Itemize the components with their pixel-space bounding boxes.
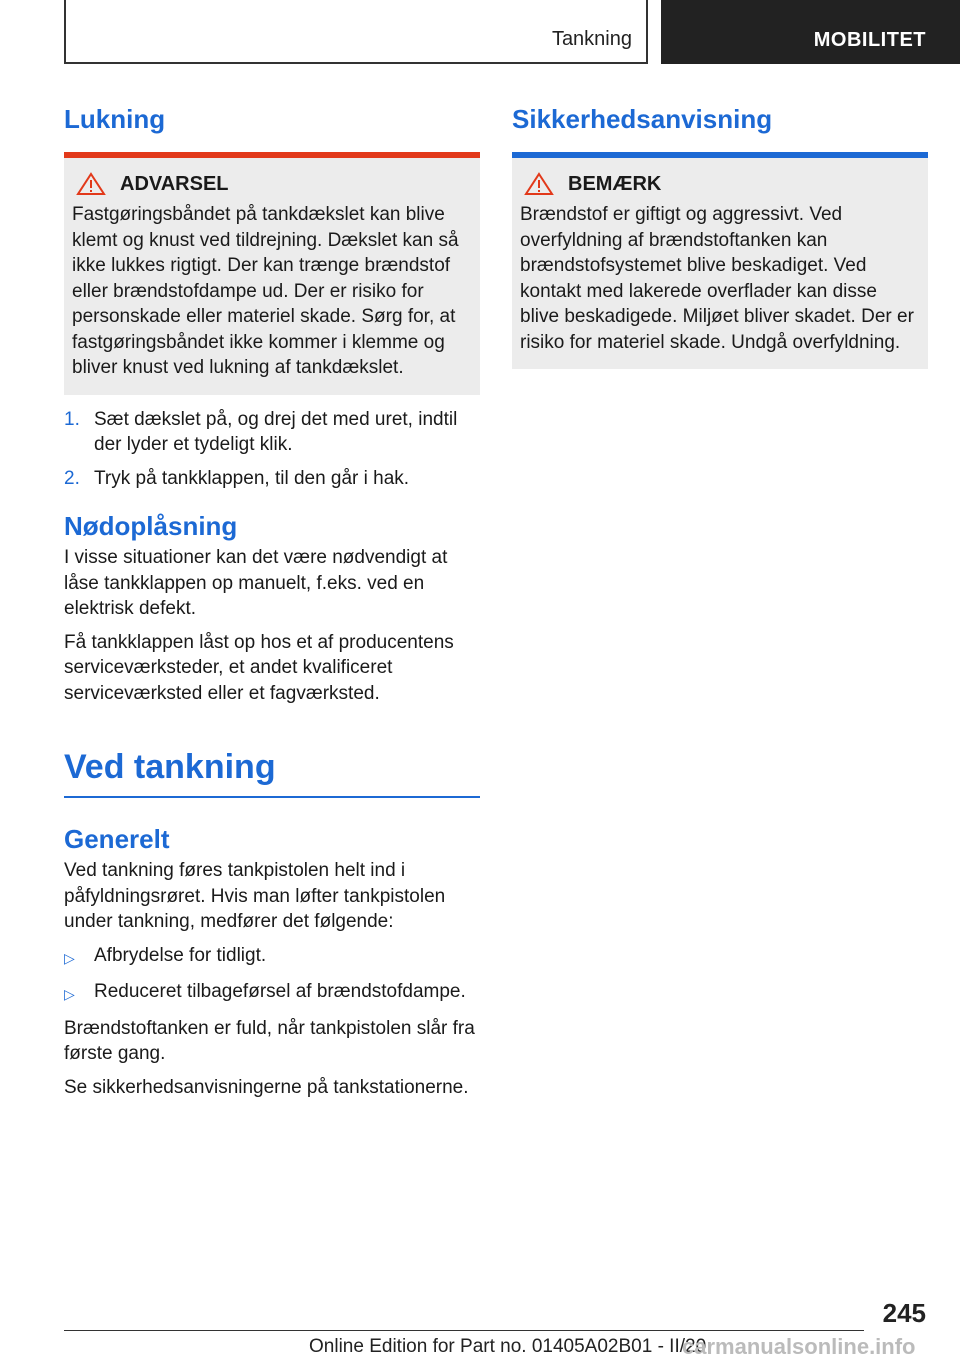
section-label: Tankning (551, 28, 632, 50)
heading-underline (64, 796, 480, 798)
triangle-bullet-icon: ▷ (64, 986, 75, 1002)
bullet-text: Afbrydelse for tidligt. (94, 944, 267, 966)
list-item (64, 466, 480, 492)
warning-label: ADVARSEL (120, 172, 229, 195)
heading-generelt: Generelt (64, 824, 170, 854)
step-text: Sæt dækslet på, og drej det med uret, indtil der lyder et tydeligt klik. (94, 408, 458, 455)
footer-watermark: carmanualsonline.info (682, 1334, 916, 1359)
step-text: Tryk på tankklappen, til den går i hak. (94, 467, 410, 489)
list-item (64, 979, 480, 1008)
list-item (64, 943, 480, 972)
heading-lukning: Lukning (64, 104, 166, 134)
bullet-list (64, 943, 480, 1008)
footer-divider (64, 1330, 864, 1331)
chapter-tab-label: MOBILITET (813, 29, 926, 51)
list-item (64, 407, 480, 458)
header-frame (64, 0, 648, 64)
warning-triangle-icon (76, 172, 106, 196)
bullet-text: Reduceret tilbageførsel af brændstofdampe. (94, 981, 466, 1002)
left-column (64, 100, 480, 1100)
warning-triangle-icon (524, 172, 554, 196)
triangle-bullet-icon: ▷ (64, 949, 75, 966)
note-text: Brændstof er giftigt og aggressivt. Ved overfyldning af brændstoftanken kan brændstofsystemet blive beskadiget. Ved kontakt med lakerede overflader kan disse blive beskadigede. Miljøet bliver skadet. Der er risiko for materiel skade. Undgå overfyldning. (520, 204, 914, 353)
footer-edition: Online Edition for Part no. 01405A02B01 - II/20 (309, 1336, 707, 1357)
generelt-full-paragraph: Brændstoftanken er fuld, når tankpistolen slår fra første gang. (64, 1017, 475, 1064)
warning-title (76, 172, 472, 196)
step-number: 2. (64, 467, 80, 489)
chapter-tab[interactable] (661, 0, 960, 64)
heading-sikkerhedsanvisning: Sikkerhedsanvisning (512, 104, 773, 134)
warning-text: Fastgøringsbåndet på tankdækslet kan blive klemt og knust ved tildrejning. Dækslet kan så ikke lukkes rigtigt. Der kan trænge brændstof eller brændstofdampe ud. Der er risiko for personskade eller materiel skade. Sørg for, at fastgøringsbåndet ikke kommer i klemme og bliver knust ved lukning af tankdækslet. (72, 204, 459, 378)
nodoplasning-paragraph-1: I visse situationer kan det være nødvendigt at låse tankklappen op manuelt, f.eks. ved en elektrisk defekt. (64, 547, 448, 619)
note-title (524, 172, 920, 196)
generelt-intro: Ved tankning føres tankpistolen helt ind i påfyldningsrøret. Hvis man løfter tankpistolen under tankning, medfører det følgende: (64, 860, 446, 932)
right-column (512, 100, 928, 369)
note-box (512, 158, 928, 369)
heading-ved-tankning: Ved tankning (64, 748, 276, 786)
step-number: 1. (64, 408, 80, 430)
nodoplasning-paragraph-2: Få tankklappen låst op hos et af producentens serviceværksteder, et andet kvalificeret serviceværksted eller et fagværksted. (64, 631, 454, 704)
steps-list (64, 407, 480, 492)
warning-box (64, 158, 480, 395)
page-number: 245 (882, 1298, 926, 1328)
heading-nodoplasning: Nødoplåsning (64, 511, 238, 541)
generelt-safety-paragraph: Se sikkerhedsanvisningerne på tankstationerne. (64, 1076, 469, 1098)
note-label: BEMÆRK (568, 172, 662, 195)
